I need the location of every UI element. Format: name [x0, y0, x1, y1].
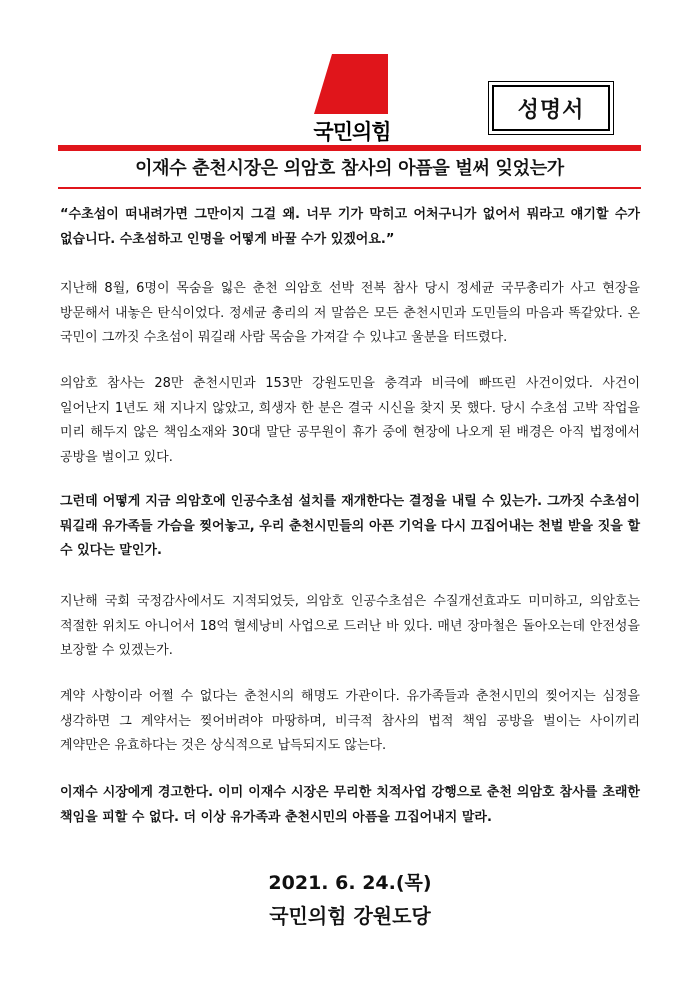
- statement-date: 2021. 6. 24.(목): [268, 872, 432, 894]
- issuing-organization: 국민의힘 강원도당: [269, 904, 431, 928]
- paragraph-3: 그런데 어떻게 지금 의암호에 인공수초섬 설치를 재개한다는 결정을 내릴 수 있는가. 그까짓 수초섬이 뭐길래 유가족들 가슴을 찢어놓고, 우리 춘천시민들의 아픈 기억을 다시 끄집어내는 천벌 받을 짓을 할 수 있다는 말인가.: [60, 494, 640, 559]
- paragraph-4: 지난해 국회 국정감사에서도 지적되었듯, 의암호 인공수초섬은 수질개선효과도 미미하고, 의암호는 적절한 위치도 아니어서 18억 혈세낭비 사업으로 드러난 바 있다. 매년 장마철은 돌아오는데 안전성을 보장할 수 있겠는가.: [60, 594, 640, 659]
- party-logo-text: 국민의힘: [313, 120, 391, 144]
- paragraph-2: 의암호 참사는 28만 춘천시민과 153만 강원도민을 충격과 비극에 빠뜨린 사건이었다. 사건이 일어난지 1년도 채 지나지 않았고, 희생자 한 분은 결국 시신을 찾지 못 했다. 당시 수초섬 고박 작업을 미리 해두지 않은 책임소재와 30대 말단 공무원이 휴가 중에 현장에 나오게 된 배경은 아직 법정에서 공방을 벌이고 있다.: [60, 376, 640, 465]
- paragraph-1: 지난해 8월, 6명이 목숨을 잃은 춘천 의암호 선박 전복 참사 당시 정세균 국무총리가 사고 현장을 방문해서 내놓은 탄식이었다. 정세균 총리의 저 말씀은 모든 춘천시민과 도민들의 마음과 똑같았다. 온 국민이 그까짓 수초섬이 뭐길래 사람 목숨을 가져갈 수 있냐고 울분을 터뜨렸다.: [60, 281, 640, 346]
- paragraph-5: 계약 사항이라 어쩔 수 없다는 춘천시의 해명도 가관이다. 유가족들과 춘천시민의 찢어지는 심정을 생각하면 그 계약서는 찢어버려야 마땅하며, 비극적 참사의 법적 책임 공방을 벌이는 사이끼리 계약만은 유효하다는 것은 상식적으로 납득되지도 않는다.: [60, 689, 640, 754]
- document-type-label: 성명서: [492, 85, 610, 131]
- title-top-rule: [58, 145, 641, 151]
- paragraph-6: 이재수 시장에게 경고한다. 이미 이재수 시장은 무리한 치적사업 강행으로 춘천 의암호 참사를 초래한 책임을 피할 수 없다. 더 이상 유가족과 춘천시민의 아픔을 끄집어내지 말라.: [60, 785, 640, 825]
- paragraph-quote: “수초섬이 떠내려가면 그만이지 그걸 왜. 너무 기가 막히고 어처구니가 없어서 뭐라고 얘기할 수가 없습니다. 수초섬하고 인명을 어떻게 바꿀 수가 있겠어요.”: [60, 207, 640, 247]
- title-bottom-rule: [58, 187, 641, 189]
- page-title: 이재수 춘천시장은 의암호 참사의 아픔을 벌써 잊었는가: [135, 158, 564, 179]
- party-logo-icon: [314, 54, 388, 114]
